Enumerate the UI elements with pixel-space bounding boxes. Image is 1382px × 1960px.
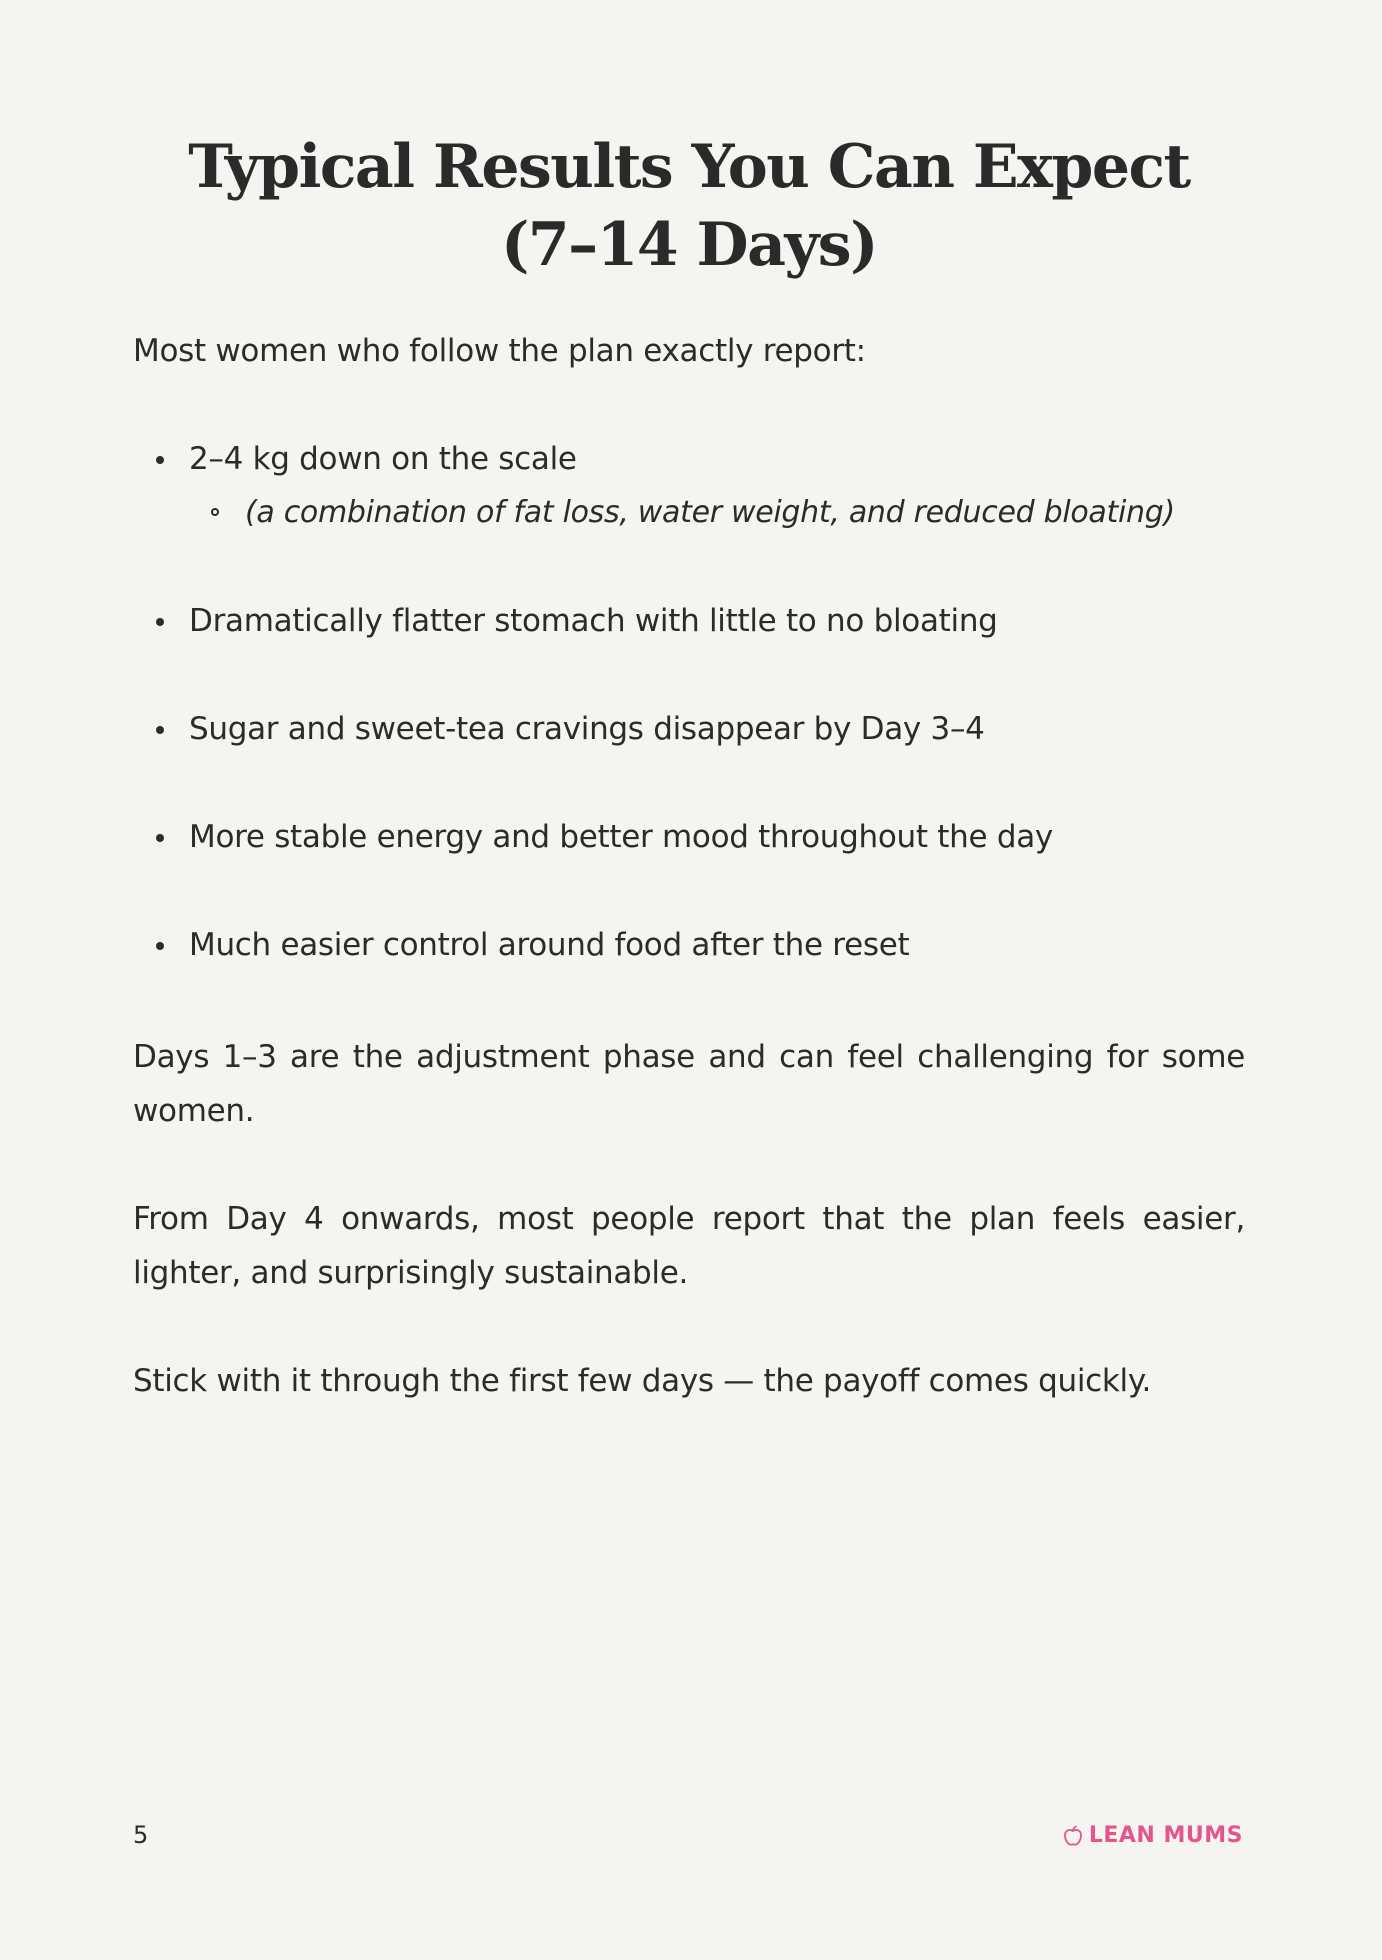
results-list xyxy=(133,432,1245,1026)
list-item xyxy=(133,810,1245,864)
list-item xyxy=(133,432,1245,540)
result-text: Dramatically flatter stomach with little to no bloating xyxy=(189,603,998,639)
list-item xyxy=(133,918,1245,972)
adjustment-paragraph: Days 1–3 are the adjustment phase and can feel challenging for some women. xyxy=(133,1039,1245,1129)
list-item xyxy=(133,594,1245,648)
sub-list xyxy=(189,486,1245,540)
result-text: 2–4 kg down on the scale xyxy=(189,441,577,477)
brand-logo xyxy=(1063,1820,1243,1852)
result-text: Sugar and sweet-tea cravings disappear by Day 3–4 xyxy=(189,711,985,747)
apple-icon xyxy=(1063,1825,1083,1847)
result-text: More stable energy and better mood throughout the day xyxy=(189,819,1053,855)
page-title: Typical Results You Can Expect (7–14 Days) xyxy=(188,132,1190,280)
result-text: Much easier control around food after the reset xyxy=(189,927,910,963)
brand-name: LEAN MUMS xyxy=(1088,1823,1243,1848)
stick-with-it-paragraph: Stick with it through the first few days — the payoff comes quickly. xyxy=(133,1363,1152,1399)
list-item xyxy=(133,702,1245,756)
sub-list-item: (a combination of fat loss, water weight, and reduced bloating) xyxy=(189,486,1245,540)
document-page xyxy=(133,0,1245,1960)
onwards-paragraph: From Day 4 onwards, most people report that the plan feels easier, lighter, and surprisingly sustainable. xyxy=(133,1201,1245,1291)
intro-paragraph: Most women who follow the plan exactly report: xyxy=(133,333,866,369)
page-number: 5 xyxy=(133,1821,149,1849)
